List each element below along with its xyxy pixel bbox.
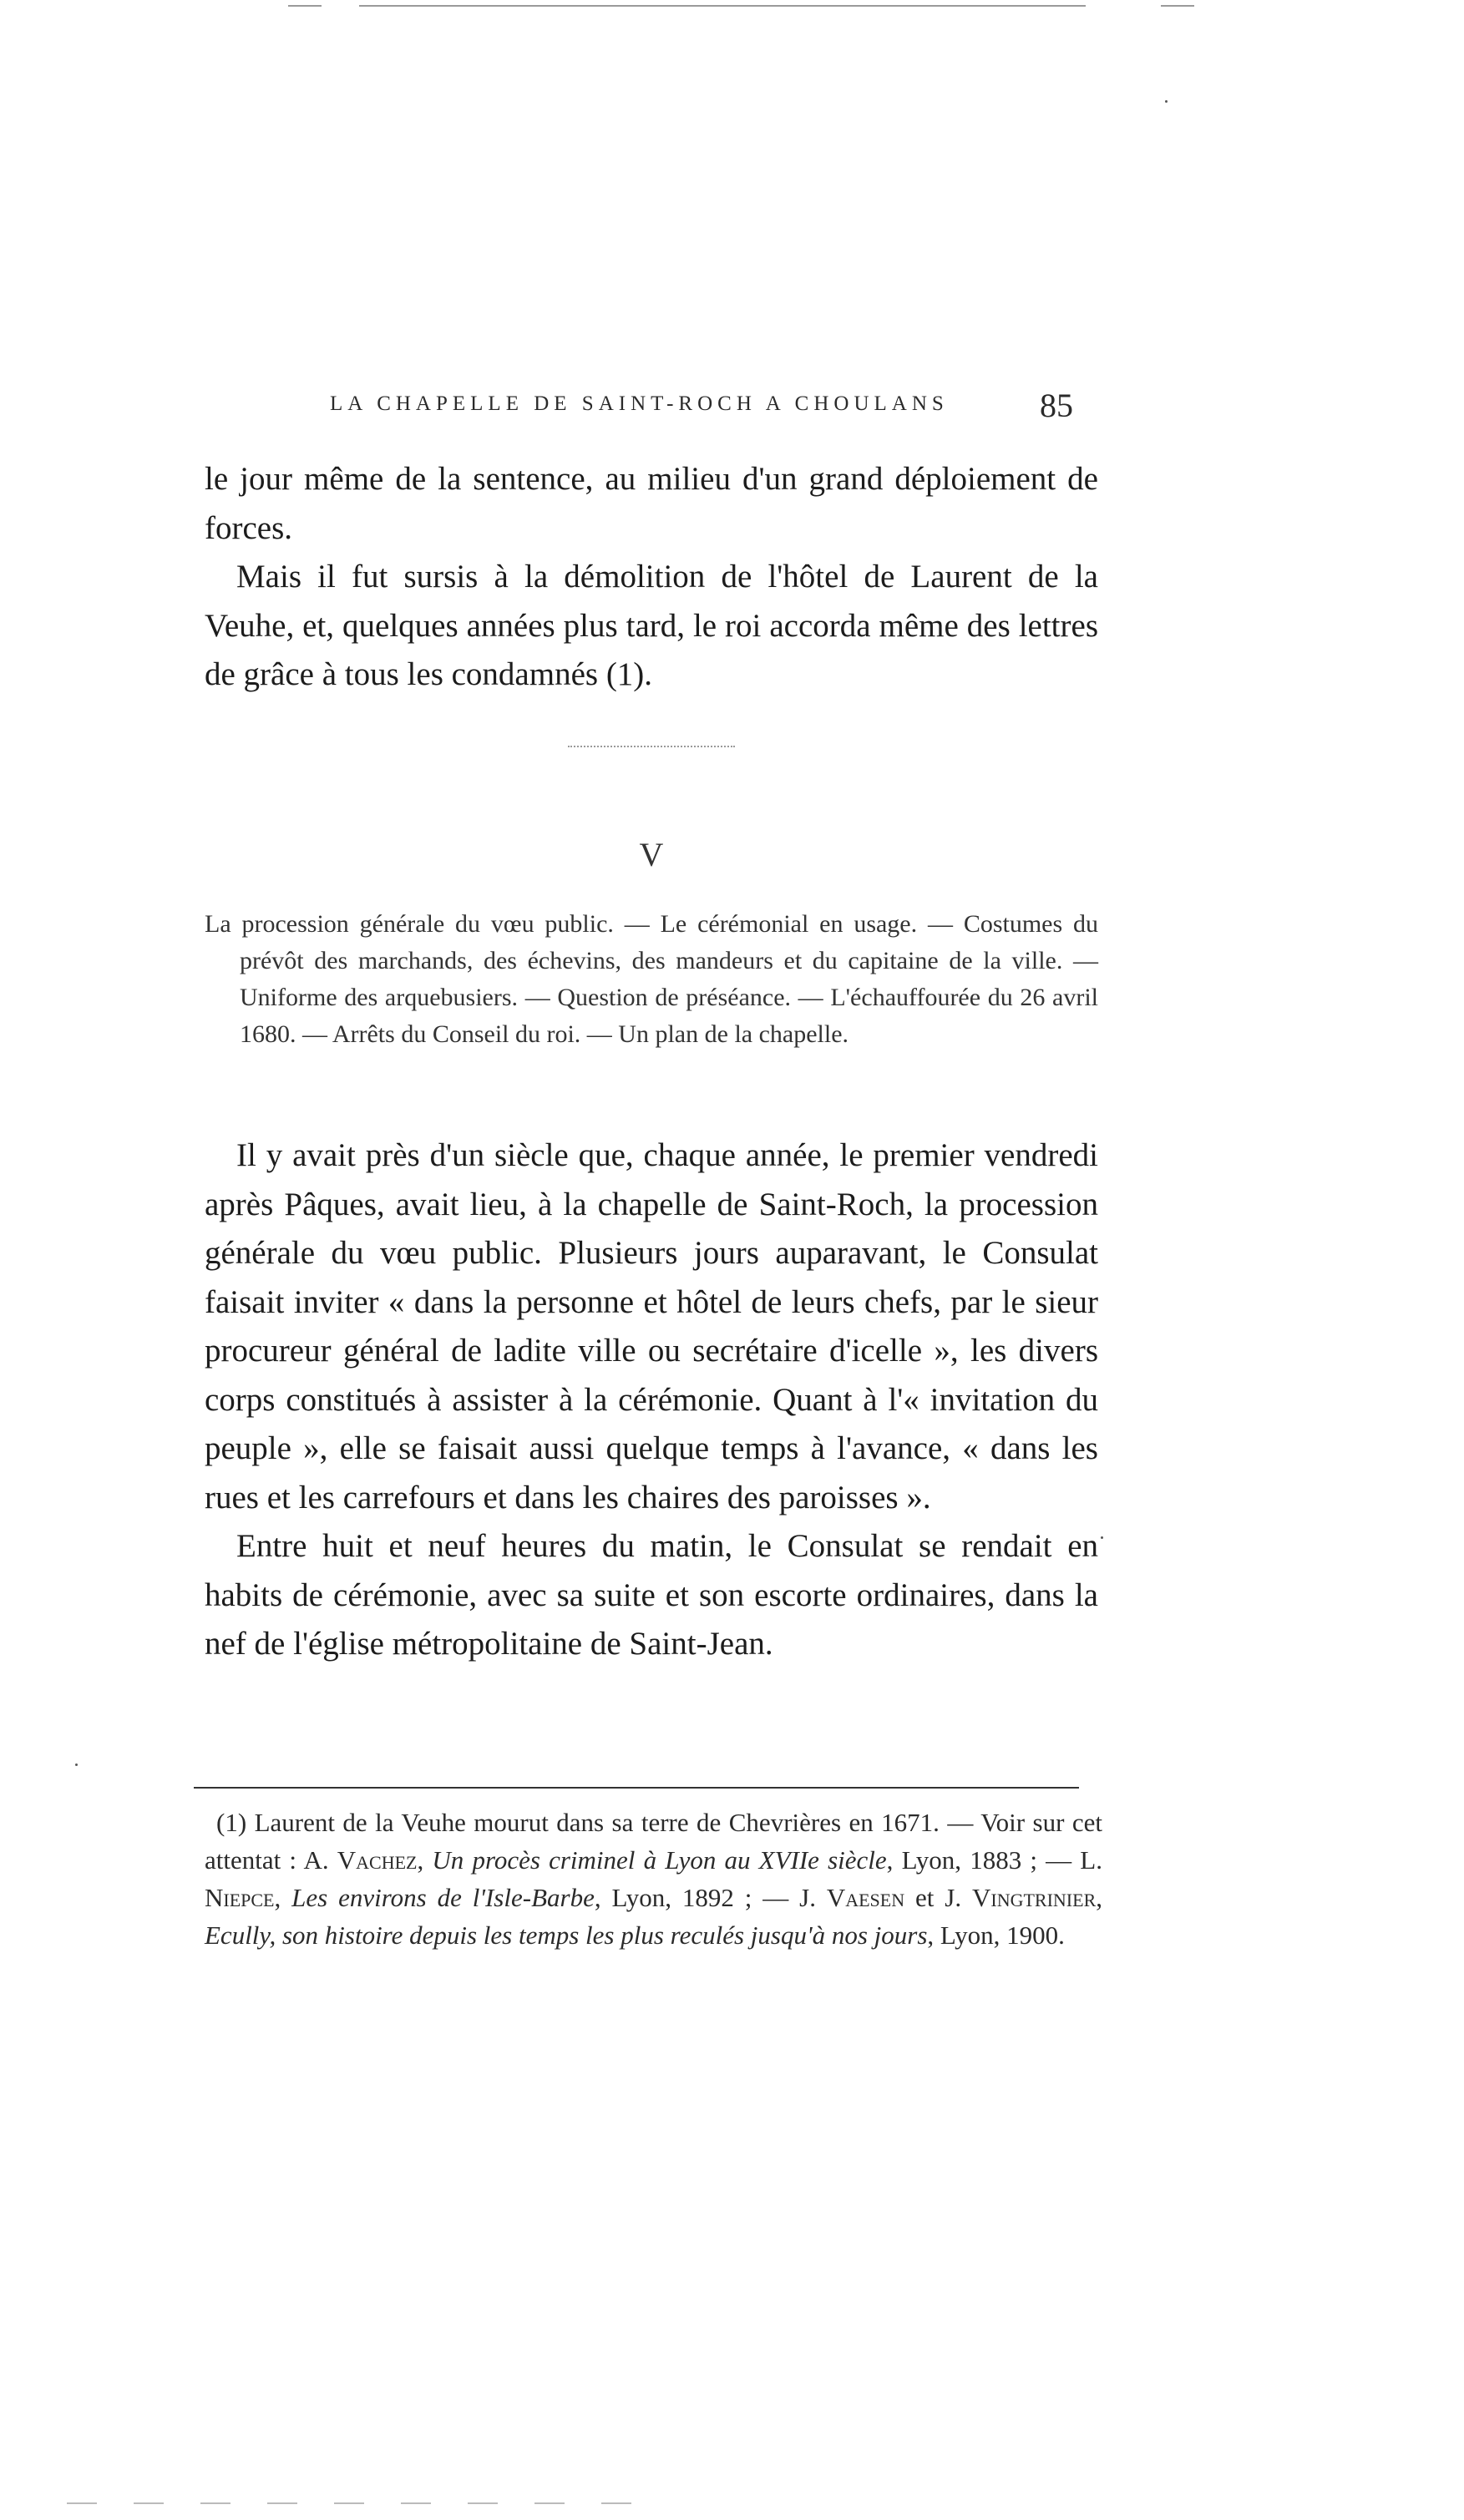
summary-text: La procession générale du vœu public. — Le cérémonial en usage. — Costumes du prévôt des marchands, des échevins, des mandeurs et du capitaine de la ville. — Uniforme des arquebusiers. — Question de préséance. — L'échauffourée du 26 avril 1680. — Arrêts du Conseil du roi. — Un plan de la chapelle. [205, 910, 1098, 1048]
section-summary [205, 906, 1098, 1053]
paragraph: Il y avait près d'un siècle que, chaque année, le premier vendredi après Pâques, avait lieu, à la chapelle de Saint-Roch, la procession générale du vœu public. Plusieurs jours auparavant, le Consulat faisait inviter « dans la personne et hôtel de leurs chefs, par le sieur procureur général de ladite ville ou secrétaire d'icelle », les divers corps constitués à assister à la cérémonie. Quant à l'« invitation du peuple », elle se faisait aussi quelque temps à l'avance, « dans les rues et les carrefours et dans les chaires des paroisses ». [205, 1137, 1098, 1516]
scan-edge-top [0, 5, 1464, 8]
scan-edge-bottom [0, 2502, 1464, 2506]
footnote-work-title: Un procès criminel à Lyon au XVIIe siècle [432, 1845, 887, 1875]
footnote-work-title: Les environs de l'Isle-Barbe [291, 1883, 595, 1912]
footnote-text: , [1096, 1883, 1102, 1912]
paragraph: Entre huit et neuf heures du matin, le Consulat se rendait en habits de cérémonie, avec sa suite et son escorte ordinaires, dans la nef de l'église métropolitaine de Saint-Jean. [205, 1528, 1098, 1662]
running-title: LA CHAPELLE DE SAINT-ROCH A CHOULANS [330, 392, 949, 415]
footnotes [205, 1804, 1102, 1954]
section-number: V [639, 836, 664, 873]
running-header [330, 386, 1073, 436]
footnote [205, 1804, 1102, 1954]
page-number: 85 [1040, 387, 1073, 424]
main-text [205, 1131, 1098, 1669]
scan-speck [1101, 1536, 1103, 1539]
footnote-text: (1) Laurent de la Veuhe mourut dans sa terre de Chevrières en 1671. — Voir sur cet attentat : A. [205, 1808, 1102, 1875]
section-ornament [568, 746, 735, 747]
footnote-author: Vaesen [826, 1883, 905, 1912]
paragraph: le jour même de la sentence, au milieu d'un grand déploiement de forces. [205, 461, 1098, 546]
footnote-text: , Lyon, 1892 ; — J. [594, 1883, 827, 1912]
footnote-text: , [274, 1883, 292, 1912]
paragraph: Mais il fut sursis à la démolition de l'hôtel de Laurent de la Veuhe, et, quelques années plus tard, le roi accorda même des lettres de grâce à tous les condamnés (1). [205, 559, 1098, 692]
footnote-text: , Lyon, 1900. [927, 1920, 1065, 1950]
footnote-text: , [417, 1845, 433, 1875]
scan-speck [1165, 100, 1168, 103]
scan-speck [75, 1763, 78, 1766]
footnote-author: Vachez [337, 1845, 418, 1875]
continuation-text [205, 455, 1098, 700]
footnote-text: et J. [904, 1883, 972, 1912]
footnote-author: Vingtrinier [971, 1883, 1097, 1912]
footnote-text: , Lyon, 1883 ; — L. [886, 1845, 1102, 1875]
footnote-author: Niepce [205, 1883, 275, 1912]
footnote-rule [194, 1787, 1079, 1789]
footnote-work-title: Ecully, son histoire depuis les temps les plus reculés jusqu'à nos jours [205, 1920, 928, 1950]
